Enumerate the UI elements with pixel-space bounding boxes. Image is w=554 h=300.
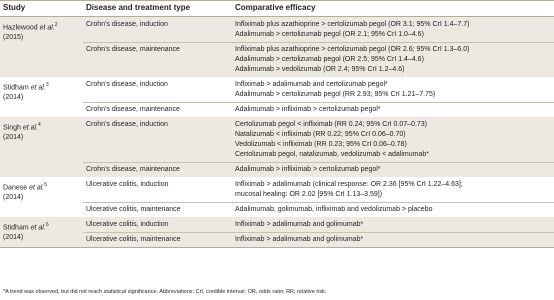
study-name: Hazlewood (3, 24, 38, 32)
comparative-efficacy-cell (235, 80, 435, 100)
disease-treatment-cell: Crohn's disease, induction (86, 21, 168, 28)
disease-treatment-cell: Ulcerative colitis, induction (86, 221, 169, 228)
study-cell (3, 80, 81, 103)
comparative-efficacy-cell (235, 235, 363, 245)
subrow-divider (83, 232, 554, 233)
subrow-divider (83, 202, 554, 203)
disease-treatment-cell: Ulcerative colitis, maintenance (86, 236, 181, 243)
efficacy-line: Certolizumab pegol, natalizumab, vedolizumab < adalimumab* (235, 151, 429, 158)
study-etal: et al. (28, 224, 46, 232)
header-efficacy: Comparative efficacy (235, 3, 316, 12)
study-year: (2014) (3, 134, 24, 142)
study-name: Stidham (3, 84, 29, 92)
efficacy-line: Adalimumab > infliximab > certolizumab pegol* (235, 166, 381, 173)
comparative-efficacy-cell (235, 165, 381, 175)
study-name: Singh (3, 124, 21, 132)
efficacy-line: Vedolizumab < infliximab (RR 0.23; 95% CrI 0.06–0.78) (235, 141, 407, 148)
study-year: (2014) (3, 94, 24, 102)
disease-treatment-cell: Crohn's disease, induction (86, 121, 168, 128)
efficacy-line: Adalimumab > vedolizumab (OR 2.4; 95% CrI 1.2–4.6) (235, 66, 405, 73)
comparative-efficacy-cell (235, 20, 469, 40)
comparative-efficacy-cell (235, 220, 363, 230)
efficacy-line: Adalimumab > certolizumab pegol (RR 2.93; 95% CrI 1.21–7.75) (235, 91, 436, 98)
efficacy-line: Adalimumab, golimumab, infliximab and vedolizumab > placebo (235, 206, 433, 213)
study-year: (2014) (3, 234, 24, 242)
study-reference: 3 (45, 82, 49, 88)
subrow-divider (83, 162, 554, 163)
study-cell (3, 180, 81, 203)
study-reference: 4 (38, 122, 41, 128)
disease-treatment-cell: Crohn's disease, maintenance (86, 166, 180, 173)
study-etal: et al. (20, 124, 39, 132)
study-etal: et al. (37, 24, 55, 32)
efficacy-line: Infliximab plus azathioprine > certolizumab pegol (OR 2.6; 95% CrI 1.3–6.0) (235, 46, 470, 53)
disease-treatment-cell: Crohn's disease, maintenance (86, 46, 180, 53)
study-etal: et al. (27, 184, 45, 192)
header-study: Study (3, 3, 26, 12)
study-year: (2015) (3, 34, 24, 42)
comparative-efficacy-cell (235, 180, 463, 200)
study-reference: 5 (44, 182, 48, 188)
efficacy-line: Infliximab > adalimumab and certolizumab pegol* (235, 81, 388, 88)
table-header-row (0, 0, 554, 17)
efficacy-line: Infliximab > adalimumab and golimumab* (235, 221, 364, 228)
study-cell (3, 20, 81, 43)
efficacy-line: Infliximab > adalimumab (clinical response: OR 2.36 [95% CrI 1.22–4.63]; (235, 181, 463, 188)
disease-treatment-cell: Crohn's disease, maintenance (86, 106, 180, 113)
study-reference: 6 (45, 222, 49, 228)
table-footnote: *A trend was observed, but did not reach statistical significance. Abbreviations: CrI, credible interval; OR, odds ratio; RR, relative risk. (3, 289, 327, 295)
row-divider (0, 247, 554, 248)
study-cell (3, 120, 81, 143)
comparative-efficacy-cell (235, 105, 381, 115)
efficacy-line: Natalizumab < infliximab (RR 0.22; 95% CrI 0.06–0.70) (235, 131, 406, 138)
study-reference: 2 (54, 22, 58, 28)
study-cell (3, 220, 81, 243)
efficacy-line: Adalimumab > infliximab > certolizumab pegol* (235, 106, 381, 113)
disease-treatment-cell: Crohn's disease, induction (86, 81, 168, 88)
efficacy-line: Infliximab plus azathioprine > certolizumab pegol (OR 3.1; 95% CrI 1.4–7.7) (235, 21, 470, 28)
study-year: (2014) (3, 194, 24, 202)
subrow-divider (83, 102, 554, 103)
efficacy-line: Infliximab > adalimumab and golimumab* (235, 236, 364, 243)
disease-treatment-cell: Ulcerative colitis, induction (86, 181, 169, 188)
study-name: Stidham (3, 224, 29, 232)
efficacy-line: mucosal healing: OR 2.02 [95% CrI 1.13–3.59]) (235, 191, 383, 198)
study-name: Danese (3, 184, 28, 192)
disease-treatment-cell: Ulcerative colitis, maintenance (86, 206, 181, 213)
study-etal: et al. (28, 84, 46, 92)
subrow-divider (83, 42, 554, 43)
comparative-efficacy-cell (235, 45, 469, 75)
comparative-efficacy-cell (235, 120, 429, 160)
comparative-efficacy-cell (235, 205, 432, 215)
header-disease: Disease and treatment type (86, 3, 191, 12)
efficacy-line: Adalimumab > certolizumab pegol (OR 2.1; 95% CrI 1.0–4.6) (235, 31, 424, 38)
efficacy-line: Certolizumab pegol < infliximab (RR 0.24; 95% CrI 0.07–0.73) (235, 121, 428, 128)
efficacy-line: Adalimumab > certolizumab pegol (OR 2.5; 95% CrI 1.4–4.6) (235, 56, 424, 63)
